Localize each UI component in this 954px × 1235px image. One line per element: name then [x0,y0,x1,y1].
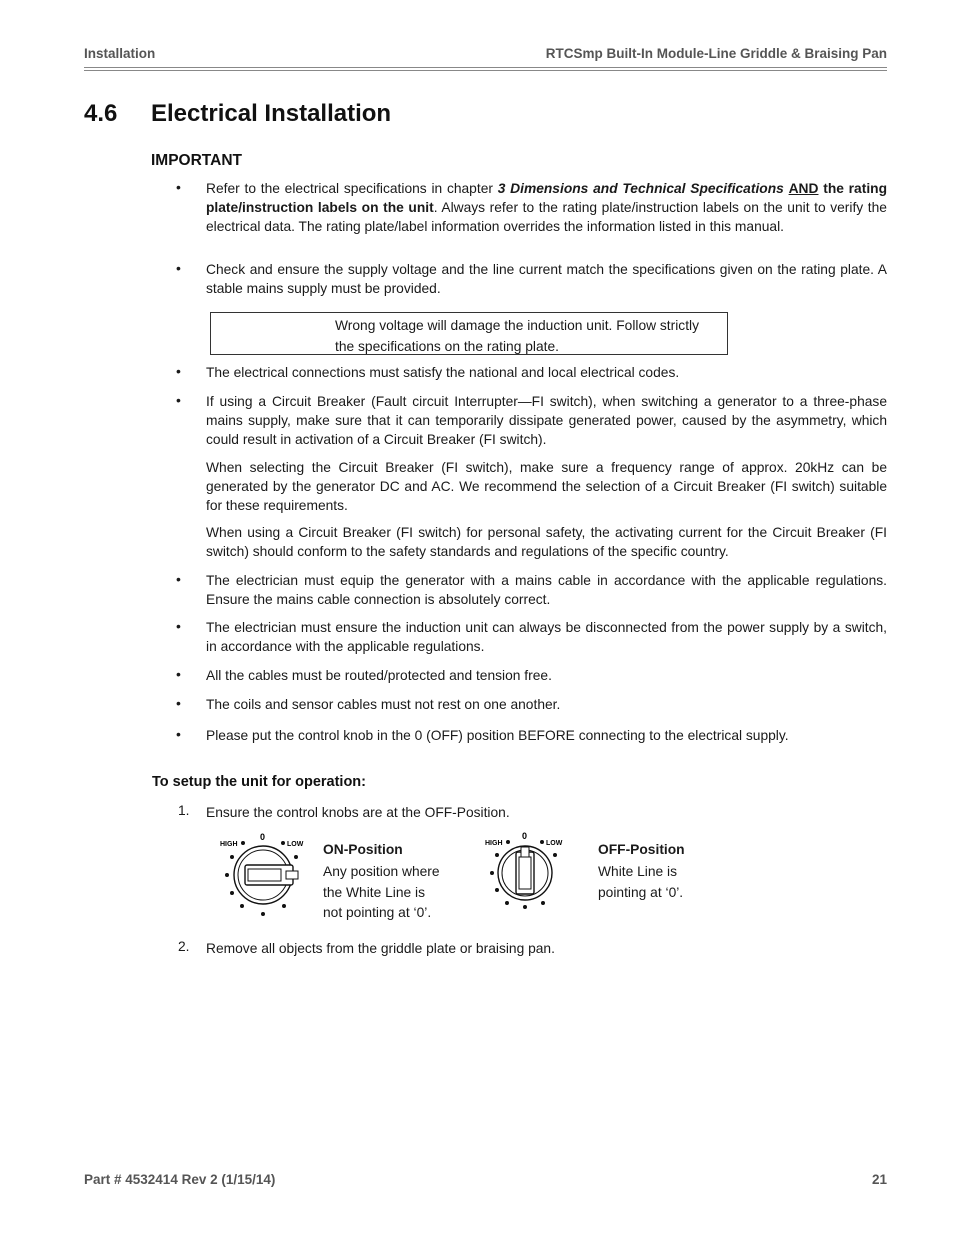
setup-heading: To setup the unit for operation: [152,774,366,790]
off-position-label: OFF-Position [598,842,685,857]
warning-box [210,312,728,355]
on-position-line-2: the White Line is [323,884,425,900]
bullet-7: • [176,666,181,682]
on-position-label: ON-Position [323,842,403,857]
step-1-number: 1. [178,803,190,818]
important-heading: IMPORTANT [151,152,242,169]
off-position-description [598,862,683,903]
off-position-line-2: pointing at ‘0’. [598,884,684,900]
on-position-line-3: not pointing at ‘0’. [323,905,432,920]
bullet-5-text: The electrician must equip the generator with a mains cable in accordance with the applicable regulations. Ensure the mains cable connection is absolutely correct. [206,573,887,607]
bullet-9: • [176,726,181,742]
bullet-7-text: All the cables must be routed/protected and tension free. [206,668,552,683]
on-position-line-1: Any position where [323,864,440,879]
warning-text: Wrong voltage will damage the induction unit. Follow strictly the specifications on the rating plate. [335,318,700,354]
header-rule-secondary [84,70,887,71]
section-number: 4.6 [84,100,118,127]
knob-on-position-icon [216,830,310,922]
knob-off-position-icon [480,830,574,916]
bullet-4-text: If using a Circuit Breaker (Fault circuit Interrupter—FI switch), when switching a generator to a three-phase mains supply, make sure that it can temporarily dissipate generated power, caused by the asymmetry, which could result in activation of a Circuit Breaker (FI switch). [206,394,887,447]
on-position-description [323,862,440,924]
bullet-1: • [176,179,181,195]
bullet-5: • [176,571,181,587]
knob-on-low-label: LOW [287,841,304,848]
step-2-number: 2. [178,939,190,954]
section-title: Electrical Installation [151,100,392,127]
knob-on-zero-label: 0 [260,832,266,842]
bullet-3: • [176,363,181,379]
step-1-text: Ensure the control knobs are at the OFF-Position. [206,805,510,820]
bullet-6-text: The electrician must ensure the induction unit can always be disconnected from the power supply by a switch, in accordance with the applicable regulations. [206,620,887,654]
running-header-section: Installation [84,46,156,61]
knob-off-high-label: HIGH [485,840,503,847]
step-2-text: Remove all objects from the griddle plate or braising pan. [206,941,555,956]
bullet-6: • [176,618,181,634]
footer-part-number: Part # 4532414 Rev 2 (1/15/14) [84,1172,276,1187]
knob-off-low-label: LOW [546,840,563,847]
off-position-line-1: White Line is [598,864,677,879]
bullet-9-text: Please put the control knob in the 0 (OFF) position BEFORE connecting to the electrical supply. [206,728,789,743]
bullet-3-text: The electrical connections must satisfy the national and local electrical codes. [206,365,680,380]
knob-on-high-label: HIGH [220,841,238,848]
bullet-4-paragraph-3: When using a Circuit Breaker (FI switch) for personal safety, the activating current for the Circuit Breaker (FI switch) should conform to the safety standards and regulations of the specific country. [206,525,887,559]
bullet-4-paragraph-2: When selecting the Circuit Breaker (FI switch), make sure a frequency range of approx. 20kHz can be generated by the generator DC and AC. We recommend the selection of a Circuit Breaker (FI switch) suitable for these requirements. [206,460,887,513]
header-rule [84,67,887,68]
bullet-4: • [176,392,181,408]
page-number: 21 [871,1172,887,1187]
bullet-1-text: Refer to the electrical specifications in chapter 3 Dimensions and Technical Specifications AND the rating plate/instruction labels on the unit. Always refer to the rating plate/instruction labels on the unit to verify the electrical data. The rating plate/label information overrides the information listed in this manual. [206,181,888,234]
bullet-8: • [176,695,181,711]
running-header-title: RTCSmp Built-In Module-Line Griddle & Braising Pan [545,46,887,61]
bullet-2: • [176,260,181,276]
knob-off-zero-label: 0 [522,831,528,841]
bullet-2-text: Check and ensure the supply voltage and the line current match the specifications given on the rating plate. A stable mains supply must be provided. [206,262,887,296]
bullet-8-text: The coils and sensor cables must not rest on one another. [206,697,561,712]
